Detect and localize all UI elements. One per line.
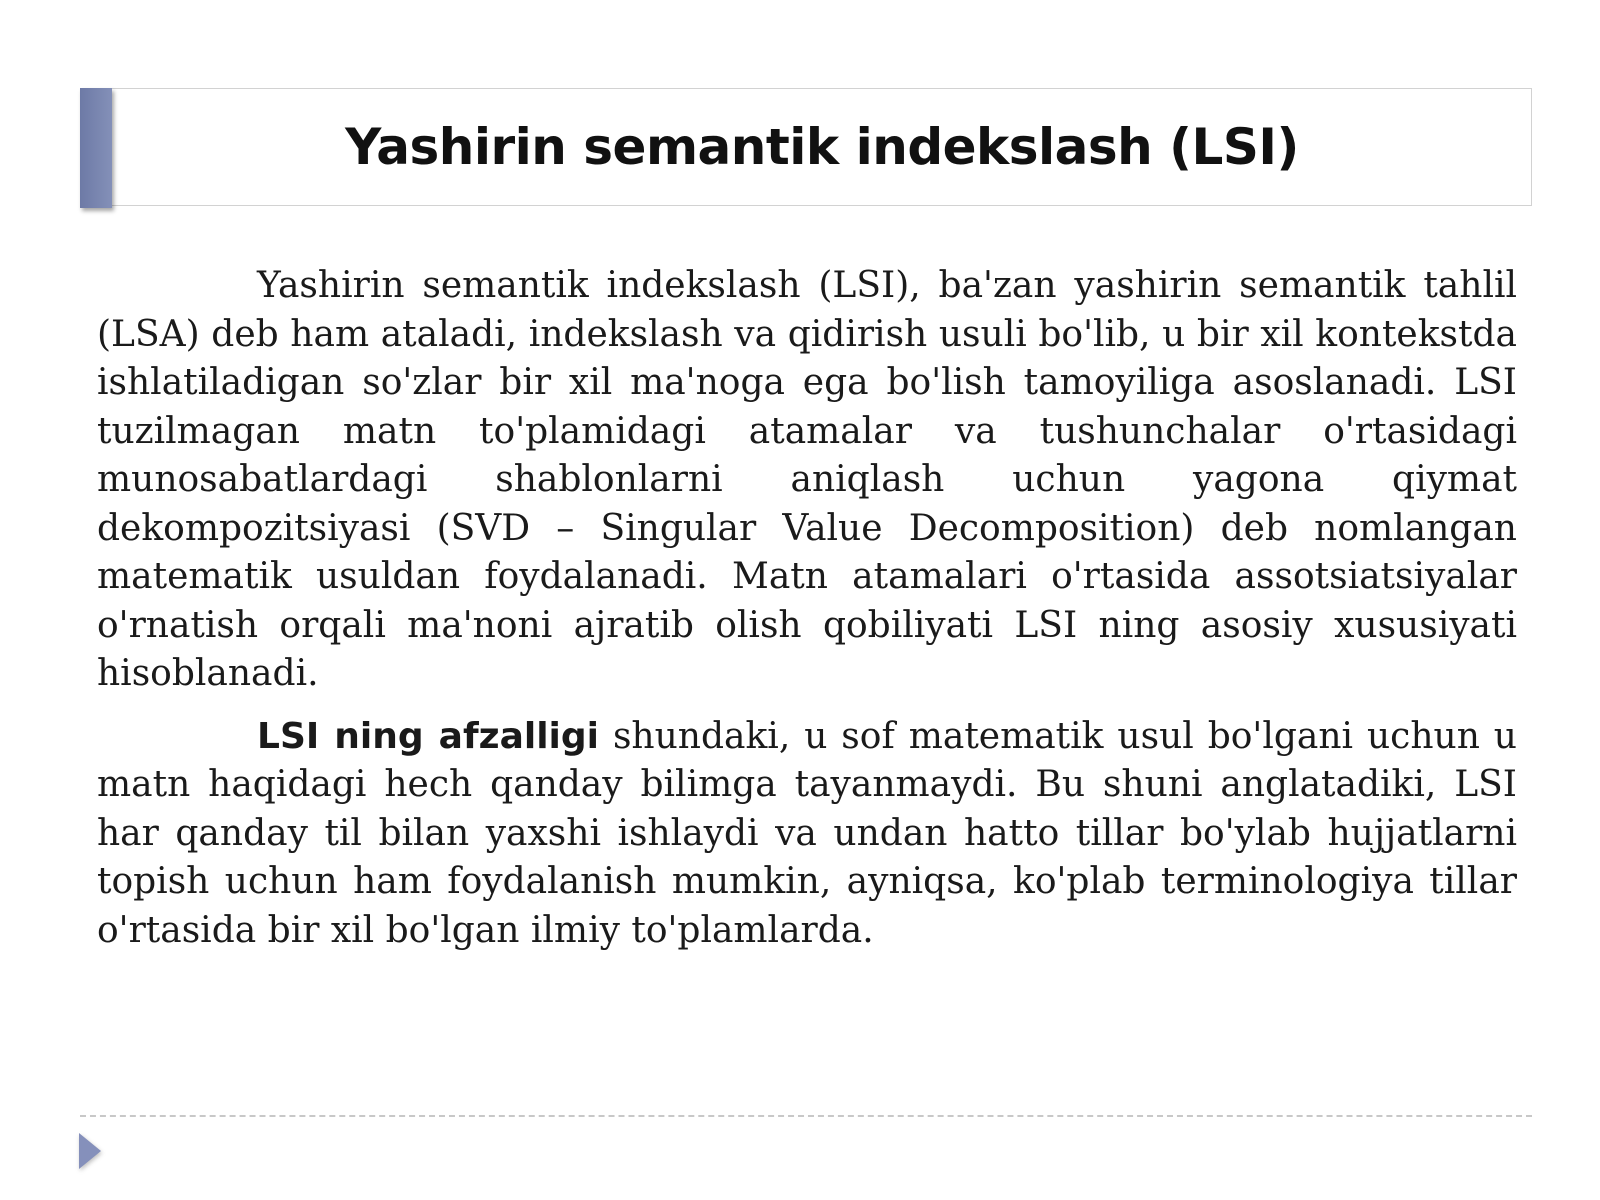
- advantage-text: shundaki, u sof matematik usul bo'lgani uchun u matn haqidagi hech qanday bilimga tayanmaydi. Bu shuni anglatadiki, LSI har qanday til bilan yaxshi ishlaydi va undan hatto tillar bo'ylab hujjatlarni topish uchun ham foydalanish mumkin, ayniqsa, ko'plab terminologiya tillar o'rtasida bir xil bo'lgan ilmiy to'plamlarda.: [97, 715, 1517, 951]
- paragraph-intro: Yashirin semantik indekslash (LSI), ba'zan yashirin semantik tahlil (LSA) deb ham ataladi, indekslash va qidirish usuli bo'lib, u bir xil kontekstda ishlatiladigan so'zlar bir xil ma'noga ega bo'lish tamoyiliga asoslanadi. LSI tuzilmagan matn to'plamidagi atamalar va tushunchalar o'rtasidagi munosabatlardagi shablonlarni aniqlash uchun yagona qiymat dekompozitsiyasi (SVD – Singular Value Decomposition) deb nomlangan matematik usuldan foydalanadi. Matn atamalari o'rtasida assotsiatsiyalar o'rnatish orqali ma'noni ajratib olish qobiliyati LSI ning asosiy xususiyati hisoblanadi.: [97, 265, 1517, 694]
- next-slide-arrow-icon[interactable]: [79, 1133, 101, 1169]
- slide-title: Yashirin semantik indekslash (LSI): [345, 118, 1299, 176]
- advantage-heading: LSI ning afzalligi: [257, 715, 600, 757]
- footer-divider: [80, 1115, 1532, 1117]
- slide-body: [97, 262, 1517, 969]
- paragraph-advantage: [97, 713, 1517, 956]
- title-accent-bar: [80, 88, 112, 208]
